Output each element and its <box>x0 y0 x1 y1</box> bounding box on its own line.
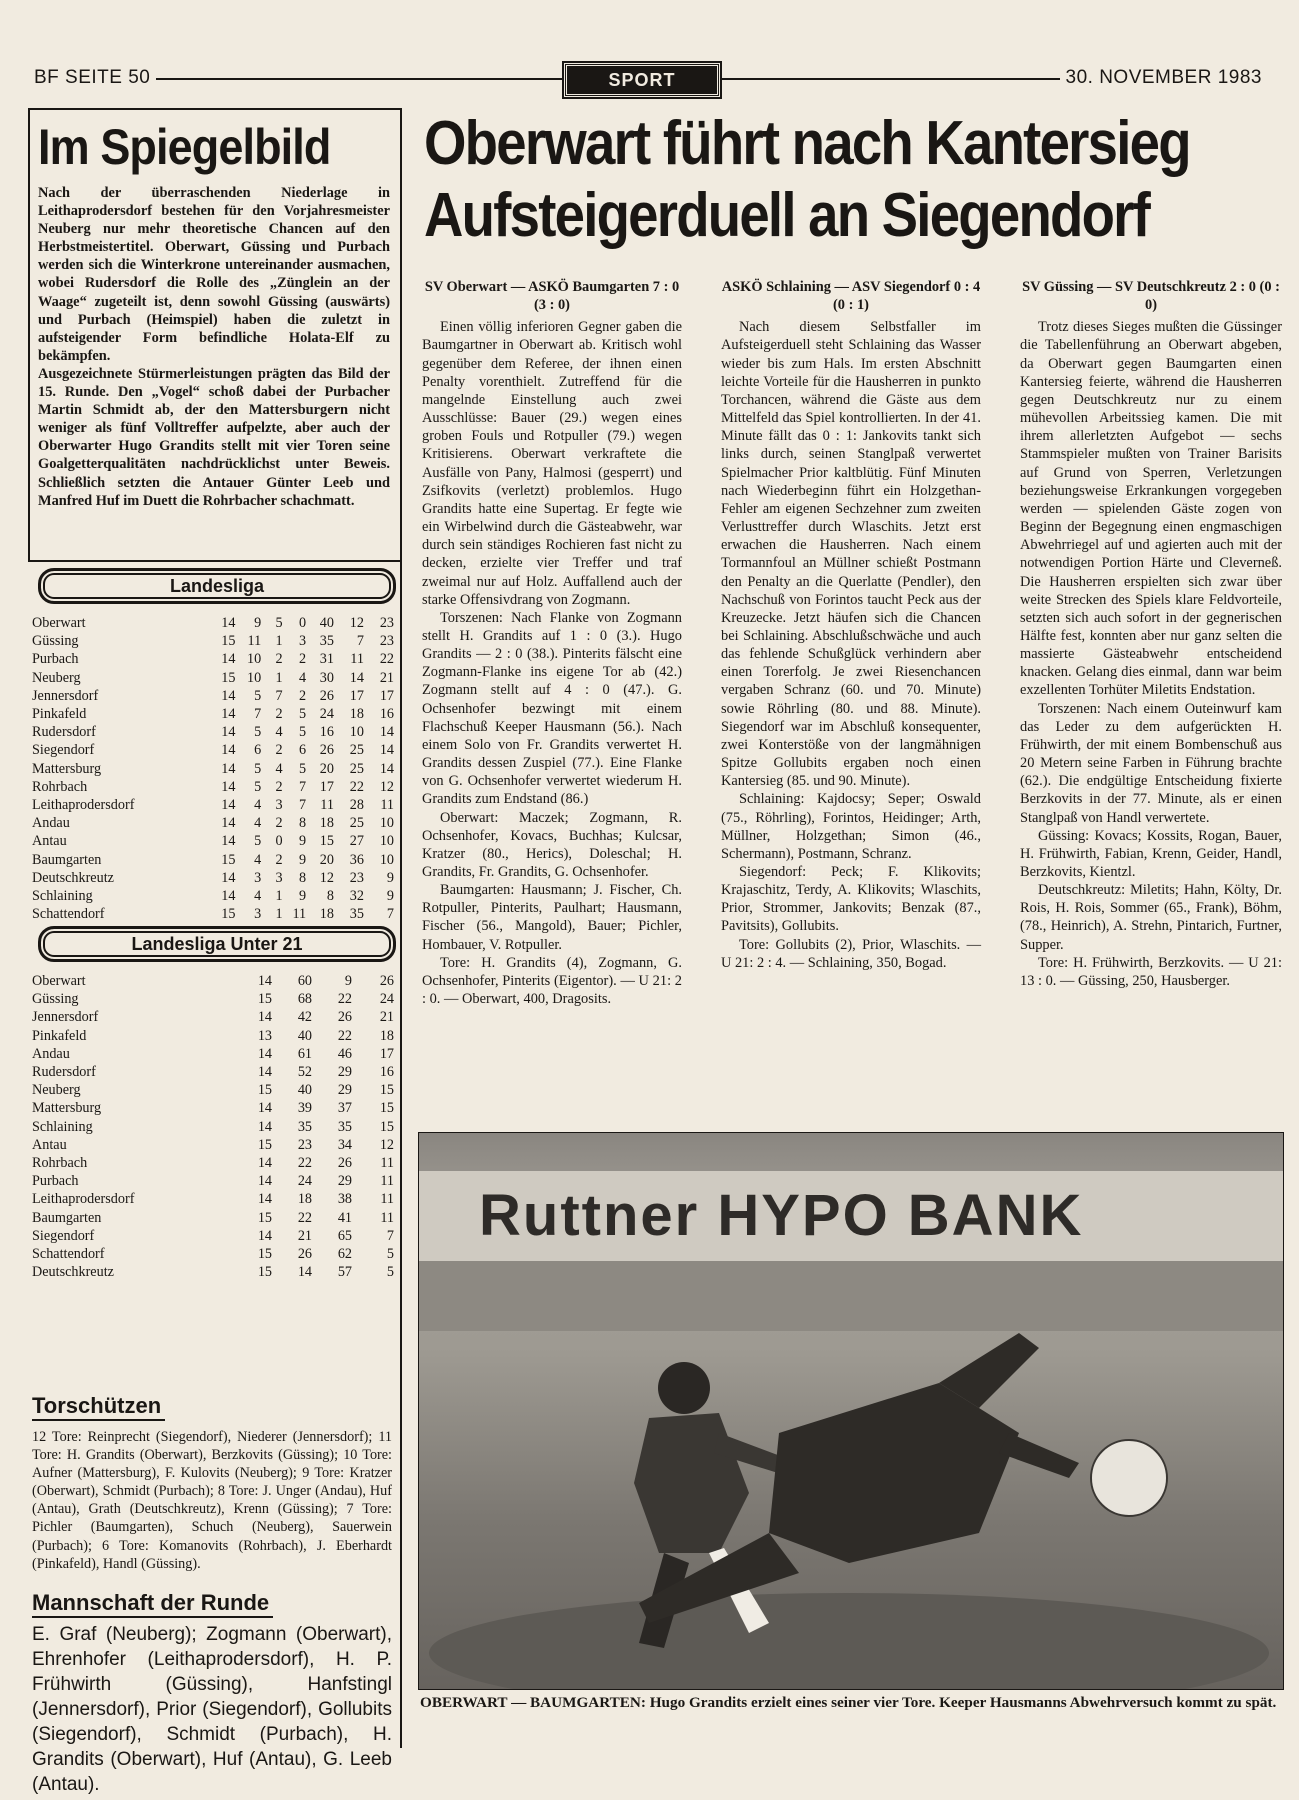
table-row <box>32 1008 394 1026</box>
stadium-banner: Ruttner HYPO BANK <box>419 1171 1283 1261</box>
table-cell: 11 <box>380 1155 394 1172</box>
team-name: Schattendorf <box>32 906 105 923</box>
table-cell: 14 <box>221 706 236 723</box>
team-name: Andau <box>32 1045 70 1062</box>
table-cell: 8 <box>326 888 334 905</box>
table-cell: 25 <box>349 760 364 777</box>
article-title: ASKÖ Schlaining — ASV Siegendorf 0 : 4 (0 : 1) <box>721 279 981 314</box>
table-cell: 8 <box>299 869 307 886</box>
article-lineup: Siegendorf: Peck; F. Klikovits; Krajaschitz, Terdy, A. Klikovits; Wlaschits, Prior, Strommer, Jankovits; Benzak (87., Pavitsits), Gollubits. <box>721 864 981 935</box>
table-row <box>32 1063 394 1081</box>
table-cell: 14 <box>221 778 236 795</box>
table-cell: 22 <box>349 778 364 795</box>
table-cell: 27 <box>349 833 364 850</box>
table-cell: 5 <box>299 760 307 777</box>
table-cell: 4 <box>254 888 262 905</box>
table-row <box>32 1190 394 1208</box>
table-cell: 14 <box>257 1191 272 1208</box>
table-cell: 11 <box>247 633 262 650</box>
table-cell: 15 <box>257 1082 272 1099</box>
table-cell: 9 <box>386 888 394 905</box>
table-cell: 10 <box>379 833 394 850</box>
table-cell: 15 <box>221 669 236 686</box>
article-lineup: Oberwart: Maczek; Zogmann, R. Ochsenhofer, Kovacs, Buchhas; Kulcsar, Kratzer (80., Herics), Doleschal; H. Grandits, Fr. Grandits, G. Ochsenhofer. <box>422 809 682 880</box>
table-cell: 18 <box>319 906 334 923</box>
table-cell: 2 <box>299 687 307 704</box>
torschuetzen-heading: Torschützen <box>32 1393 165 1421</box>
article-title: SV Güssing — SV Deutschkreutz 2 : 0 (0 : 0) <box>1022 279 1280 314</box>
table-cell: 10 <box>349 724 364 741</box>
table-cell: 11 <box>380 1173 394 1190</box>
table-cell: 5 <box>299 724 307 741</box>
main-headline <box>424 108 1190 252</box>
table-cell: 1 <box>275 669 283 686</box>
article-goals: Tore: H. Frühwirth, Berzkovits. — U 21: 13 : 0. — Güssing, 250, Hausberger. <box>1020 954 1282 989</box>
team-name: Güssing <box>32 991 79 1008</box>
table-cell: 11 <box>320 797 334 814</box>
table-cell: 61 <box>297 1045 312 1062</box>
table-cell: 9 <box>299 888 307 905</box>
table-cell: 0 <box>275 833 283 850</box>
table-cell: 14 <box>257 1118 272 1135</box>
team-name: Baumgarten <box>32 1209 102 1226</box>
table-cell: 24 <box>319 706 334 723</box>
table-cell: 30 <box>319 669 334 686</box>
article-paragraph: Einen völlig inferioren Gegner gaben die Baumgartner in Oberwart ab. Kritisch wohl gegenüber dem Referee, der ihnen einen Penalty vorenthielt. Zutreffend für die mangelnde Einstellung auch zwei Ausschlüsse: Bauer (29.) wegen eines groben Fouls und Rotpuller (79.) wegen Kritisierens. Oberwart verkraftete die Ausfälle von Pany, Halmosi (gesperrt) und Zsifkovits (verletzt) problemlos. Hugo Grandits hatte eine Supertag. Er fegte wie ein Wirbelwind durch die Gästeabwehr, war durch sein ständiges Rochieren fast nicht zu decken, erzielte vier Treffer und traf zweimal nur auf Holz. Auffallend auch der starke Offensivdrang von Zogmann. <box>422 319 682 608</box>
table-cell: 31 <box>319 651 334 668</box>
table-row <box>32 1081 394 1099</box>
table-cell: 14 <box>257 1100 272 1117</box>
team-name: Baumgarten <box>32 851 102 868</box>
table-cell: 3 <box>254 869 262 886</box>
article-lineup: Deutschkreutz: Miletits; Hahn, Költy, Dr. Rois, H. Rois, Sommer (65., Frank), Böhm, (78., Heinrich), A. Strehn, Pintarich, Furtner, Supper. <box>1020 882 1282 953</box>
table-cell: 5 <box>254 724 262 741</box>
table-cell: 14 <box>257 1227 272 1244</box>
table-row <box>32 869 394 887</box>
table-cell: 22 <box>297 1209 312 1226</box>
table-cell: 40 <box>319 615 334 631</box>
table-cell: 4 <box>275 760 283 777</box>
table-cell: 52 <box>297 1064 312 1081</box>
table-cell: 20 <box>319 760 334 777</box>
table-cell: 7 <box>299 797 307 814</box>
table-cell: 23 <box>349 869 364 886</box>
team-name: Rohrbach <box>32 1155 88 1172</box>
table-cell: 5 <box>254 833 262 850</box>
table-cell: 12 <box>379 778 394 795</box>
table-cell: 3 <box>299 633 307 650</box>
table-cell: 68 <box>297 991 312 1008</box>
article-title: SV Oberwart — ASKÖ Baumgarten 7 : 0 (3 : 0) <box>424 279 680 314</box>
team-name: Rudersdorf <box>32 1064 96 1081</box>
table-cell: 60 <box>297 973 312 989</box>
table-cell: 2 <box>275 706 283 723</box>
table-row <box>32 814 394 832</box>
team-name: Schlaining <box>32 888 93 905</box>
table-row <box>32 1045 394 1063</box>
article-goals: Tore: Gollubits (2), Prior, Wlaschits. — U 21: 2 : 4. — Schlaining, 350, Bogad. <box>721 936 981 971</box>
table-row <box>32 741 394 759</box>
table-cell: 12 <box>319 869 334 886</box>
table-row <box>32 1118 394 1136</box>
table-row <box>32 1027 394 1045</box>
article-lineup: Güssing: Kovacs; Kossits, Rogan, Bauer, H. Frühwirth, Fabian, Krenn, Geider, Handl, Berzkovits, Kientzl. <box>1020 827 1282 880</box>
table-row <box>32 887 394 905</box>
table-cell: 14 <box>257 1009 272 1026</box>
landesliga-table <box>32 614 394 923</box>
table-cell: 14 <box>221 687 236 704</box>
table-cell: 10 <box>246 669 262 686</box>
article-paragraph: Nach diesem Selbstfaller im Aufsteigerduell steht Schlaining das Wasser wieder bis zum Hals. Im ersten Abschnitt leichte Vorteile für die Hausherren in punkto Torchancen, während die Gäste aus dem Mittelfeld das Spiel kontrollierten. In der 41. Minute fällt das 0 : 1: Jankovits tankt sich links durch, seinen Stanglpaß verwertet Spielmacher Prior kaltblütig. Fünf Minuten nach Wiederbeginn führt ein Holzgethan-Fehler am eigenen Sechzehner zum zweiten Verlusttreffer durch Wlaschits. Jetzt erst erwachen die Hausherren. Nach einem Tormannfoul an Müllner schießt Postmann den Penalty an die Querlatte (Pendler), den Nachschuß von Forintos taucht Peck aus der Kreuzecke. Jetzt häufen sich die Chancen bei Schlaining. Abschlußschwäche und auch das fehlende Schußglück verhindern aber einen Torerfolg. Je zwei Riesenchancen vergaben Schranz (60. und 70. Minute) sowie Röhrling (80. und 88. Minute). Siegendorf war im Abschluß konsequenter, zwei Konterstöße von der langmähnigen Spitze Gollubits ergaben noch einen Kantersieg (85. und 90. Minute). <box>721 319 981 790</box>
table-cell: 14 <box>221 797 236 814</box>
table-cell: 4 <box>275 724 283 741</box>
table-cell: 1 <box>275 888 283 905</box>
spiegel-paragraph: Ausgezeichnete Stürmerleistungen prägten das Bild der 15. Runde. Den „Vogel“ schoß dabei der Purbacher Martin Schmidt ab, der den Mattersburgern nicht weniger als fünf Volltreffer aufpelzte, aber auch der Oberwarter Hugo Grandits stellt mit vier Toren seine Goalgetterqualitäten nachdrücklichst unter Beweis. Schließlich setzten die Antauer Günter Leeb und Manfred Huf im Duett die Rohrbacher schachmatt. <box>38 365 390 509</box>
table-row <box>32 669 394 687</box>
table-cell: 7 <box>386 1227 394 1244</box>
table-cell: 35 <box>319 633 334 650</box>
table-cell: 14 <box>221 742 236 759</box>
u21-heading: Landesliga Unter 21 <box>38 926 396 962</box>
table-cell: 14 <box>257 1064 272 1081</box>
table-row <box>32 1263 394 1281</box>
table-cell: 11 <box>380 797 394 814</box>
table-row <box>32 851 394 869</box>
article-paragraph: Torszenen: Nach einem Outeinwurf kam das Leder zu dem aufgerückten H. Frühwirth, der mit einem Bombenschuß aus 20 Metern seine Farben in Führung brachte (62.). Die endgültige Entscheidung fixierte Berzkovits in der 77. Minute, als er einen Stanglpaß von Handl verwertete. <box>1020 700 1282 826</box>
table-cell: 6 <box>254 742 262 759</box>
team-name: Oberwart <box>32 973 86 989</box>
table-cell: 17 <box>319 778 334 795</box>
table-row <box>32 1245 394 1263</box>
table-cell: 18 <box>297 1191 312 1208</box>
torschuetzen-text: 12 Tore: Reinprecht (Siegendorf), Niederer (Jennersdorf); 11 Tore: H. Grandits (Oberwart), Berzkovits (Güssing); 10 Tore: Aufner (Mattersburg), F. Kulovits (Neuberg); 9 Tore: Kratzer (Oberwart), Schmidt (Purbach); 8 Tore: J. Unger (Andau), Huf (Antau), Grath (Deutschkreutz), Krenn (Güssing); 7 Tore: Pichler (Baumgarten), Schuch (Neuberg), Sauerwein (Purbach); 6 Tore: Komanovits (Rohrbach), J. Eberhardt (Pinkafeld), Handl (Güssing). <box>32 1429 392 1572</box>
table-cell: 14 <box>379 724 394 741</box>
table-cell: 14 <box>257 973 272 989</box>
team-name: Purbach <box>32 651 79 668</box>
table-cell: 29 <box>337 1064 352 1081</box>
article-paragraph: Torszenen: Nach Flanke von Zogmann stellt H. Grandits auf 1 : 0 (3.). Hugo Grandits — 2 : 0 (38.). Pinterits fälscht eine Zogmann-Flanke ins eigene Tor ab (42.) Zogmann stellt auf 4 : 0 (47.). G. Ochsenhofer bezwingt mit einem Flachschuß Keeper Hausmann (56.). Nach einem Solo von Fr. Grandits verwertet H. Grandits dessen Zuspiel (77.). Eine Flanke von G. Ochsenhofer verwertet wiederum H. Grandits zum Endstand (86.) <box>422 609 682 808</box>
article-lineup: Baumgarten: Hausmann; J. Fischer, Ch. Rotpuller, Pinterits, Paulhart; Hausmann, Fischer (56., Mangold), Bauer; Pichler, Hombauer, V. Rotpuller. <box>422 882 682 953</box>
table-cell: 7 <box>299 778 307 795</box>
table-cell: 14 <box>221 815 236 832</box>
table-cell: 14 <box>379 742 394 759</box>
table-cell: 9 <box>344 973 352 989</box>
table-cell: 11 <box>292 906 307 923</box>
team-name: Rohrbach <box>32 778 88 795</box>
table-cell: 23 <box>379 633 394 650</box>
table-cell: 15 <box>257 1264 272 1281</box>
table-row <box>32 1227 394 1245</box>
table-cell: 14 <box>257 1045 272 1062</box>
table-row <box>32 1099 394 1117</box>
team-name: Leithaprodersdorf <box>32 797 135 814</box>
table-cell: 35 <box>297 1118 312 1135</box>
team-name: Siegendorf <box>32 1227 95 1244</box>
table-cell: 25 <box>349 815 364 832</box>
table-cell: 3 <box>254 906 262 923</box>
table-cell: 14 <box>221 760 236 777</box>
team-name: Pinkafeld <box>32 706 87 723</box>
table-cell: 9 <box>299 851 307 868</box>
table-row <box>32 972 394 990</box>
table-cell: 39 <box>297 1100 312 1117</box>
table-cell: 25 <box>349 742 364 759</box>
table-cell: 2 <box>275 651 283 668</box>
team-name: Deutschkreutz <box>32 1264 114 1281</box>
table-cell: 10 <box>246 651 262 668</box>
table-cell: 41 <box>337 1209 352 1226</box>
table-row <box>32 1136 394 1154</box>
table-row <box>32 632 394 650</box>
table-cell: 2 <box>275 778 283 795</box>
table-cell: 29 <box>337 1173 352 1190</box>
table-cell: 24 <box>297 1173 312 1190</box>
table-cell: 15 <box>257 1136 272 1153</box>
table-cell: 26 <box>337 1155 352 1172</box>
table-cell: 40 <box>297 1027 312 1044</box>
headline-line-1: Oberwart führt nach Kantersieg <box>424 109 1190 178</box>
table-cell: 7 <box>386 906 394 923</box>
table-cell: 5 <box>254 760 262 777</box>
table-cell: 22 <box>297 1155 312 1172</box>
table-cell: 26 <box>379 973 394 989</box>
table-cell: 11 <box>350 651 364 668</box>
table-cell: 18 <box>349 706 364 723</box>
table-cell: 38 <box>337 1191 352 1208</box>
table-cell: 14 <box>221 651 236 668</box>
headline-line-2: Aufsteigerduell an Siegendorf <box>424 181 1150 250</box>
table-cell: 26 <box>319 742 334 759</box>
table-row <box>32 760 394 778</box>
team-name: Jennersdorf <box>32 687 99 704</box>
u21-table <box>32 972 394 1281</box>
table-cell: 22 <box>337 1027 352 1044</box>
table-cell: 3 <box>275 797 283 814</box>
team-name: Mattersburg <box>32 760 102 777</box>
table-row <box>32 1172 394 1190</box>
table-cell: 13 <box>257 1027 272 1044</box>
table-cell: 12 <box>349 615 364 631</box>
table-row <box>32 832 394 850</box>
table-cell: 4 <box>254 815 262 832</box>
table-cell: 3 <box>275 869 283 886</box>
table-cell: 7 <box>254 706 262 723</box>
table-cell: 9 <box>254 615 262 631</box>
table-cell: 11 <box>380 1191 394 1208</box>
table-cell: 14 <box>297 1264 312 1281</box>
team-name: Siegendorf <box>32 742 95 759</box>
team-name: Leithaprodersdorf <box>32 1191 135 1208</box>
players-illustration <box>419 1133 1283 1689</box>
article-goals: Tore: H. Grandits (4), Zogmann, G. Ochsenhofer, Pinterits (Eigentor). — U 21: 2 : 0. — Oberwart, 400, Dragosits. <box>422 954 682 1008</box>
table-cell: 17 <box>379 687 394 704</box>
table-cell: 0 <box>299 615 307 631</box>
table-cell: 15 <box>379 1082 394 1099</box>
team-name: Schlaining <box>32 1118 93 1135</box>
table-cell: 6 <box>299 742 307 759</box>
table-row <box>32 723 394 741</box>
team-name: Rudersdorf <box>32 724 96 741</box>
article-oberwart-baumgarten <box>422 278 682 1008</box>
table-row <box>32 614 394 632</box>
table-cell: 14 <box>349 669 364 686</box>
table-cell: 5 <box>299 706 307 723</box>
table-row <box>32 1209 394 1227</box>
page-header <box>28 63 1268 93</box>
section-label: SPORT <box>564 63 720 97</box>
table-row <box>32 796 394 814</box>
table-cell: 15 <box>221 906 236 923</box>
article-lineup: Schlaining: Kajdocsy; Seper; Oswald (75., Röhrling), Forintos, Heidinger; Arth, Müllner, Holzgethan; Simon (46., Schermann), Postmann, Schranz. <box>721 791 981 862</box>
table-cell: 26 <box>319 687 334 704</box>
table-cell: 57 <box>337 1264 352 1281</box>
table-cell: 14 <box>379 760 394 777</box>
table-cell: 36 <box>349 851 364 868</box>
table-cell: 34 <box>337 1136 352 1153</box>
table-cell: 2 <box>275 851 283 868</box>
table-cell: 4 <box>254 797 262 814</box>
table-cell: 29 <box>337 1082 352 1099</box>
table-cell: 15 <box>257 991 272 1008</box>
photo-caption: OBERWART — BAUMGARTEN: Hugo Grandits erzielt eines seiner vier Tore. Keeper Hausmanns Abwehrversuch kommt zu spät. <box>420 1694 1277 1711</box>
table-cell: 23 <box>297 1136 312 1153</box>
team-name: Schattendorf <box>32 1246 105 1263</box>
table-cell: 5 <box>275 615 283 631</box>
table-cell: 5 <box>386 1264 394 1281</box>
table-cell: 15 <box>221 633 236 650</box>
article-guessing-deutschkreutz <box>1020 278 1282 990</box>
table-cell: 10 <box>379 815 394 832</box>
table-cell: 14 <box>221 724 236 741</box>
spiegel-paragraph: Nach der überraschenden Niederlage in Leithaprodersdorf bestehen für den Vorjahresmeister Neuberg nur mehr theoretische Chancen auf den Herbstmeistertitel. Oberwart, Güssing und Purbach werden sich die Winterkrone untereinander ausmachen, wobei Rudersdorf die Rolle des „Zünglein an der Waage“ zugeteilt ist, denn sowohl Güssing (auswärts) und Purbach (Heimspiel) haben die zuletzt in aufsteigender Form befindliche Holata-Elf zu bekämpfen. <box>38 185 390 364</box>
issue-date: 30. NOVEMBER 1983 <box>1060 67 1268 89</box>
table-cell: 23 <box>379 615 394 631</box>
team-name: Neuberg <box>32 1082 81 1099</box>
table-cell: 62 <box>337 1246 352 1263</box>
team-name: Purbach <box>32 1173 79 1190</box>
table-cell: 11 <box>380 1209 394 1226</box>
article-paragraph: Trotz dieses Sieges mußten die Güssinger die Tabellenführung an Oberwart abgeben, da Oberwart gegen Baumgarten einen Kantersieg feierte, während die Hausherren gegen Deutschkreutz nur zu einem mühevollen Arbeitssieg kamen. Die mit ihrem allerletzten Aufgebot — sechs Stammspieler mußten von Trainer Barisits auf Grund von Sperren, Verletzungen beziehungsweise Erkrankungen vorgegeben werden — spielenden Gäste zogen von Beginn der Begegnung einen engmaschigen Abwehrriegel auf und agierten auch mit der notwendigen Portion Härte und Cleverneß. Die Hausherren erspielten sich zwar über weite Strecken des Spiels klare Feldvorteile, setzten sich auch sofort in der gegnerischen Hälfte fest, konnten aber nur ganz selten die massierte Gästeabwehr entscheidend knacken. Gelang dies einmal, dann war beim exzellenten Torhüter Miletits Endstation. <box>1020 319 1282 699</box>
table-cell: 46 <box>337 1045 352 1062</box>
spiegel-text <box>38 184 390 510</box>
table-row <box>32 1154 394 1172</box>
table-cell: 17 <box>349 687 364 704</box>
table-cell: 14 <box>221 888 236 905</box>
table-cell: 5 <box>254 778 262 795</box>
table-cell: 9 <box>386 869 394 886</box>
table-row <box>32 905 394 923</box>
table-cell: 14 <box>257 1155 272 1172</box>
table-cell: 4 <box>299 669 307 686</box>
table-cell: 9 <box>299 833 307 850</box>
table-cell: 5 <box>254 687 262 704</box>
table-row <box>32 778 394 796</box>
table-cell: 15 <box>379 1118 394 1135</box>
table-cell: 20 <box>319 851 334 868</box>
table-cell: 32 <box>349 888 364 905</box>
left-column <box>28 108 402 1795</box>
table-cell: 7 <box>275 687 283 704</box>
table-row <box>32 687 394 705</box>
page-number: BF SEITE 50 <box>28 67 156 89</box>
table-cell: 35 <box>349 906 364 923</box>
table-cell: 2 <box>299 651 307 668</box>
table-cell: 15 <box>257 1209 272 1226</box>
table-cell: 7 <box>356 633 364 650</box>
table-cell: 35 <box>337 1118 352 1135</box>
table-cell: 16 <box>379 1064 394 1081</box>
table-cell: 18 <box>319 815 334 832</box>
table-cell: 1 <box>275 633 283 650</box>
table-cell: 8 <box>299 815 307 832</box>
table-cell: 18 <box>379 1027 394 1044</box>
table-cell: 15 <box>319 833 334 850</box>
team-name: Pinkafeld <box>32 1027 87 1044</box>
table-cell: 26 <box>297 1246 312 1263</box>
table-cell: 15 <box>379 1100 394 1117</box>
team-name: Antau <box>32 833 67 850</box>
table-cell: 1 <box>275 906 283 923</box>
team-name: Güssing <box>32 633 79 650</box>
table-cell: 21 <box>297 1227 312 1244</box>
table-cell: 24 <box>379 991 394 1008</box>
team-name: Jennersdorf <box>32 1009 99 1026</box>
table-cell: 21 <box>379 669 394 686</box>
table-cell: 15 <box>257 1246 272 1263</box>
table-row <box>32 705 394 723</box>
mannschaft-heading: Mannschaft der Runde <box>32 1590 273 1618</box>
team-name: Deutschkreutz <box>32 869 114 886</box>
table-cell: 2 <box>275 742 283 759</box>
table-row <box>32 990 394 1008</box>
table-cell: 14 <box>221 615 236 631</box>
table-cell: 22 <box>379 651 394 668</box>
landesliga-heading: Landesliga <box>38 568 396 604</box>
table-cell: 42 <box>297 1009 312 1026</box>
table-row <box>32 650 394 668</box>
table-cell: 28 <box>349 797 364 814</box>
team-name: Antau <box>32 1136 67 1153</box>
table-cell: 16 <box>319 724 334 741</box>
table-cell: 5 <box>386 1246 394 1263</box>
table-cell: 26 <box>337 1009 352 1026</box>
team-name: Mattersburg <box>32 1100 102 1117</box>
table-cell: 17 <box>379 1045 394 1062</box>
table-cell: 14 <box>257 1173 272 1190</box>
mannschaft-text: E. Graf (Neuberg); Zogmann (Oberwart), Ehrenhofer (Leithaprodersdorf), H. P. Frühwirth (Güssing), Hanfstingl (Jennersdorf), Prior (Siegendorf), Gollubits (Siegendorf), Schmidt (Purbach), H. Grandits (Oberwart), Huf (Antau), G. Leeb (Antau). <box>32 1624 392 1795</box>
table-cell: 37 <box>337 1100 352 1117</box>
table-cell: 4 <box>254 851 262 868</box>
spiegel-title: Im Spiegelbild <box>38 119 331 175</box>
table-cell: 14 <box>221 869 236 886</box>
team-name: Andau <box>32 815 70 832</box>
article-schlaining-siegendorf <box>721 278 981 972</box>
table-cell: 15 <box>221 851 236 868</box>
table-cell: 22 <box>337 991 352 1008</box>
table-cell: 16 <box>379 706 394 723</box>
table-cell: 2 <box>275 815 283 832</box>
table-cell: 14 <box>221 833 236 850</box>
team-name: Oberwart <box>32 615 86 631</box>
team-name: Neuberg <box>32 669 81 686</box>
table-cell: 65 <box>337 1227 352 1244</box>
table-cell: 12 <box>379 1136 394 1153</box>
match-photo <box>418 1132 1284 1690</box>
table-cell: 40 <box>297 1082 312 1099</box>
table-cell: 10 <box>379 851 394 868</box>
table-cell: 21 <box>379 1009 394 1026</box>
